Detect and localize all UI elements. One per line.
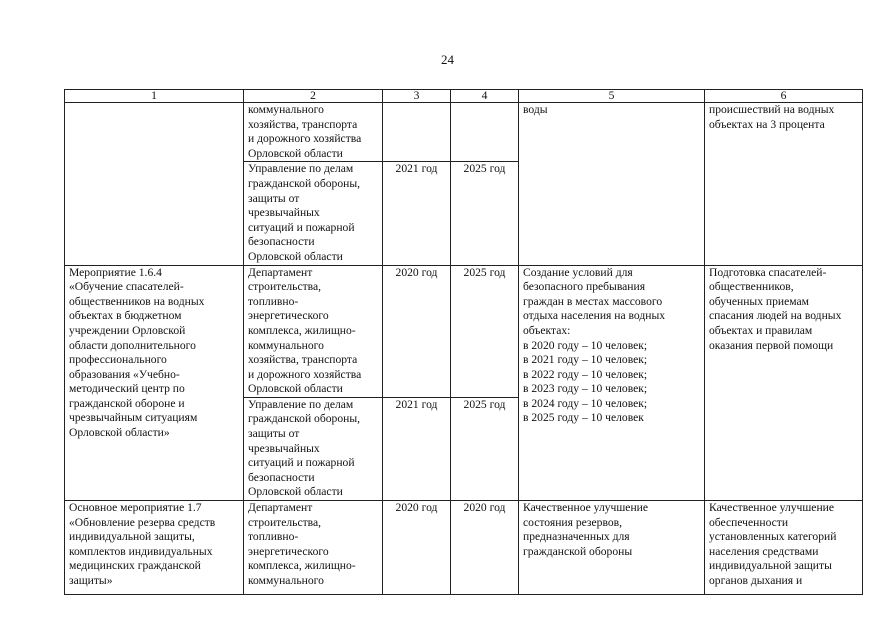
cont-executor-cell-2: Управление по делам гражданской обороны, защиты от чрезвычайных ситуаций и пожарной безопасности Орловской области <box>244 162 383 265</box>
measure-1-7-indicator: Качественное улучшение обеспеченности установленных категорий населения средствами индивидуальной защиты органов дыхания и <box>709 501 837 587</box>
measure-1-7-title-cell <box>65 501 244 595</box>
measure-1-6-4-executor-b: Управление по делам гражданской обороны, защиты от чрезвычайных ситуаций и пожарной безопасности Орловской области <box>244 397 383 500</box>
table-header-row <box>65 90 863 103</box>
header-col-6: 6 <box>705 90 863 103</box>
cont-end-year: 2025 год <box>451 162 519 265</box>
table-row <box>65 265 863 397</box>
measure-1-6-4-executor-a: Департамент строительства, топливно- энергетического комплекса, жилищно- коммунального хозяйства, транспорта и дорожного хозяйства Орловской области <box>244 265 383 397</box>
measure-1-7-result: Качественное улучшение состояния резервов, предназначенных для гражданской обороны <box>523 501 649 558</box>
header-col-2: 2 <box>244 90 383 103</box>
measure-1-7-end-year: 2020 год <box>463 501 506 515</box>
measure-1-7-executor-cell <box>244 501 383 595</box>
header-col-1: 1 <box>65 90 244 103</box>
measure-1-7-start-year-cell <box>383 501 451 595</box>
measure-1-6-4-start-year-b: 2021 год <box>383 397 451 500</box>
measure-1-7-result-cell <box>519 501 705 595</box>
cont-result-cell: воды <box>519 103 705 266</box>
cont-executor-cell: коммунального хозяйства, транспорта и дорожного хозяйства Орловской области <box>244 103 383 162</box>
cont-end-year-cell <box>451 103 519 162</box>
measure-1-7-start-year: 2020 год <box>395 501 438 515</box>
cont-start-year-cell <box>383 103 451 162</box>
measure-1-7-title: Основное мероприятие 1.7 «Обновление резерва средств индивидуальной защиты, комплектов индивидуальных медицинских гражданской защиты» <box>69 501 216 587</box>
measure-1-6-4-end-year-b: 2025 год <box>451 397 519 500</box>
cont-start-year: 2021 год <box>383 162 451 265</box>
cont-indicator-cell: происшествий на водных объектах на 3 процента <box>705 103 863 266</box>
measure-1-6-4-title: Мероприятие 1.6.4 «Обучение спасателей- общественников на водных объектах в бюджетном учреждении Орловской области дополнительного профессионального образования «Учебно- методический центр по гражданской обороне и чрезвычайным ситуациям Орловской области» <box>65 265 244 501</box>
table-row <box>65 501 863 595</box>
cont-col1-cell <box>65 103 244 266</box>
measures-table <box>64 89 863 595</box>
measure-1-7-executor: Департамент строительства, топливно- энергетического комплекса, жилищно- коммунального <box>248 501 356 587</box>
measure-1-6-4-end-year-a: 2025 год <box>451 265 519 397</box>
header-col-3: 3 <box>383 90 451 103</box>
measure-1-6-4-result: Создание условий для безопасного пребывания граждан в местах массового отдыха населения на водных объектах: в 2020 году – 10 человек; в 2021 году – 10 человек; в 2022 году – 10 человек; в 2023 году – 10 человек; в 2024 году – 10 человек; в 2025 году – 10 человек <box>519 265 705 501</box>
measure-1-6-4-indicator: Подготовка спасателей- общественников, обученных приемам спасания людей на водных объектах и правилам оказания первой помощи <box>705 265 863 501</box>
measure-1-7-end-year-cell <box>451 501 519 595</box>
page-number: 24 <box>441 52 454 67</box>
measure-1-6-4-start-year-a: 2020 год <box>383 265 451 397</box>
header-col-4: 4 <box>451 90 519 103</box>
header-col-5: 5 <box>519 90 705 103</box>
table-row <box>65 103 863 162</box>
measure-1-7-indicator-cell <box>705 501 863 595</box>
